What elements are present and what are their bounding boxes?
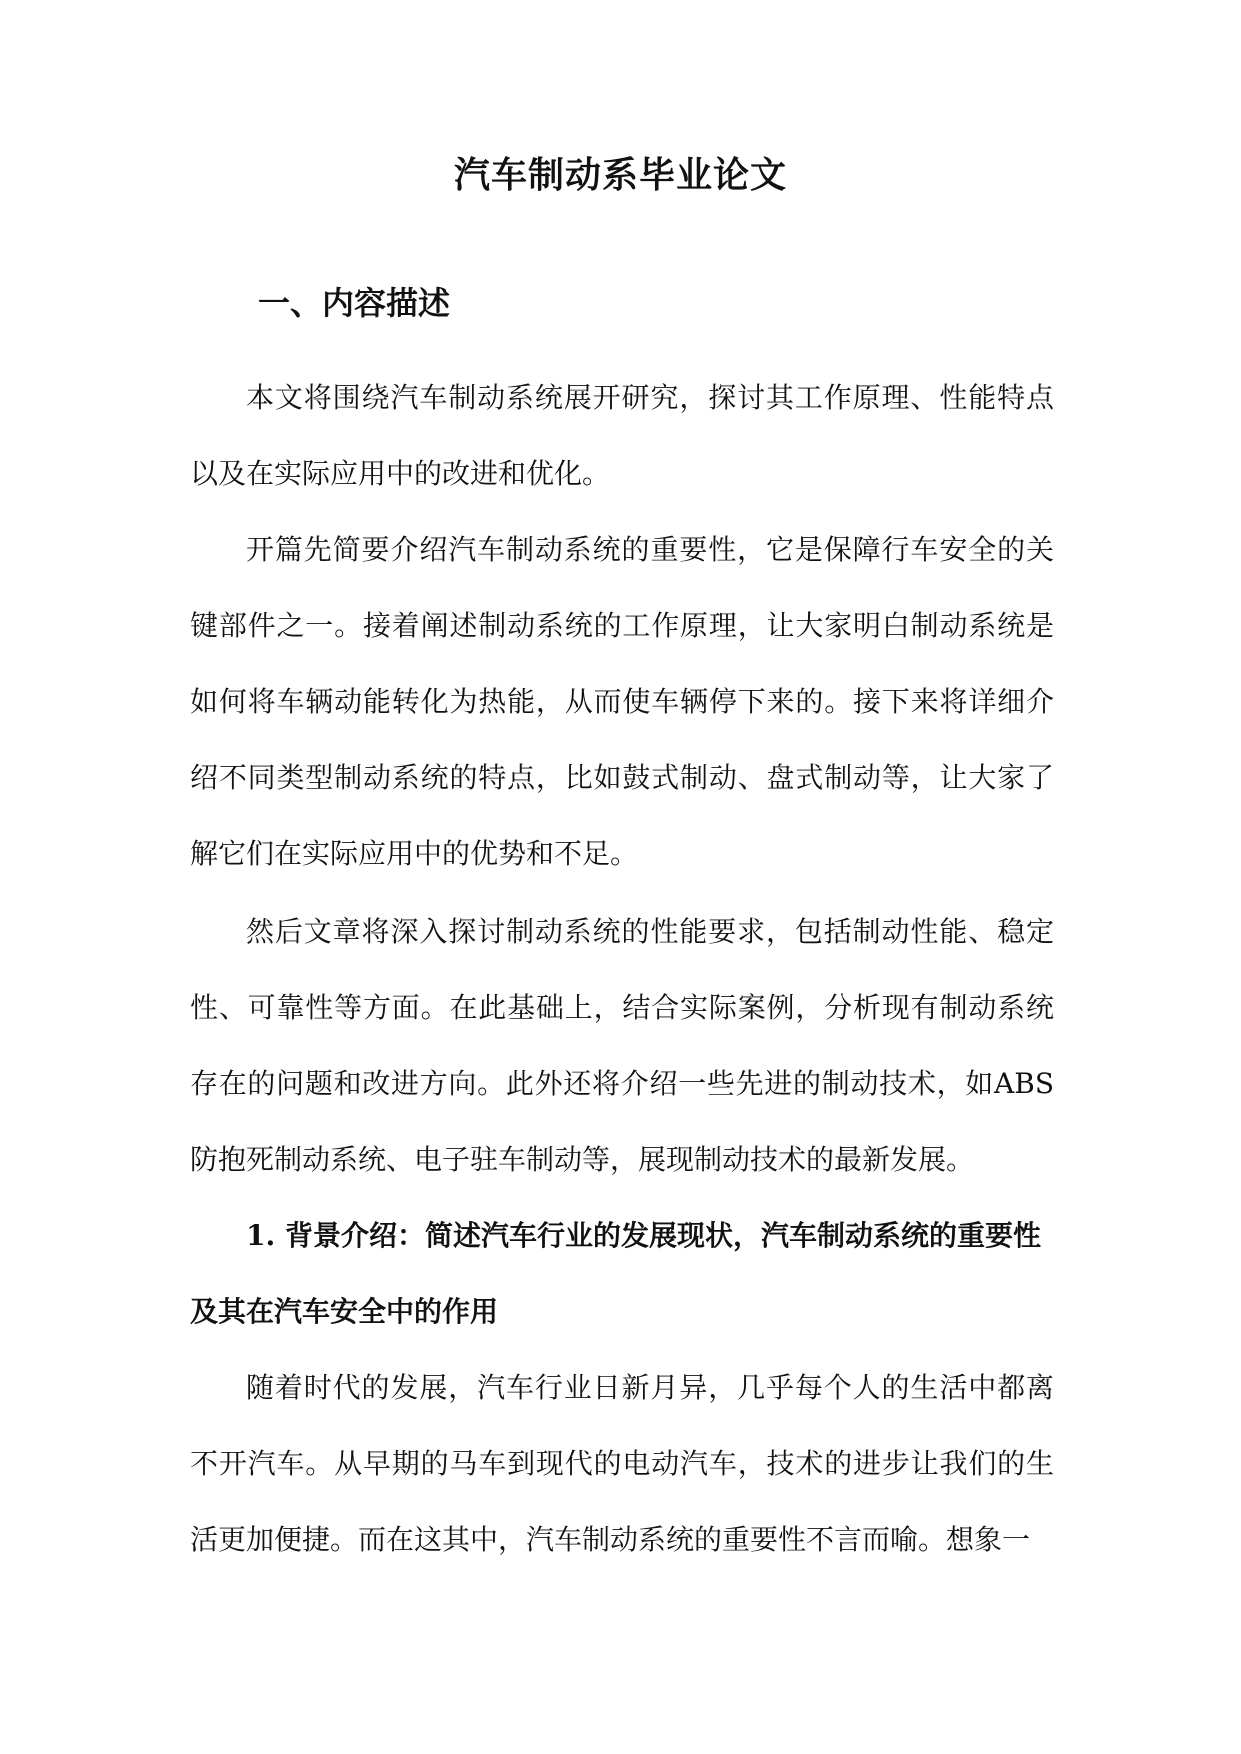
section-heading: 一、内容描述 xyxy=(258,284,451,322)
paragraph: 然后文章将深入探讨制动系统的性能要求，包括制动性能、稳定性、可靠性等方面。在此基础上，结合实际案例，分析现有制动系统存在的问题和改进方向。此外还将介绍一些先进的制动技术，如ABS防抱死制动系统、电子驻车制动等，展现制动技术的最新发展。 xyxy=(190,915,1054,1176)
paragraph: 本文将围绕汽车制动系统展开研究，探讨其工作原理、性能特点以及在实际应用中的改进和优化。 xyxy=(190,381,1054,490)
subsection-heading: 1. 背景介绍：简述汽车行业的发展现状，汽车制动系统的重要性及其在汽车安全中的作用 xyxy=(190,1219,1041,1328)
document-title: 汽车制动系毕业论文 xyxy=(453,154,787,196)
paragraph: 开篇先简要介绍汽车制动系统的重要性，它是保障行车安全的关键部件之一。接着阐述制动系统的工作原理，让大家明白制动系统是如何将车辆动能转化为热能，从而使车辆停下来的。接下来将详细介绍不同类型制动系统的特点，比如鼓式制动、盘式制动等，让大家了解它们在实际应用中的优势和不足。 xyxy=(190,533,1054,870)
paragraph: 随着时代的发展，汽车行业日新月异，几乎每个人的生活中都离不开汽车。从早期的马车到现代的电动汽车，技术的进步让我们的生活更加便捷。而在这其中，汽车制动系统的重要性不言而喻。想象一 xyxy=(190,1371,1054,1556)
